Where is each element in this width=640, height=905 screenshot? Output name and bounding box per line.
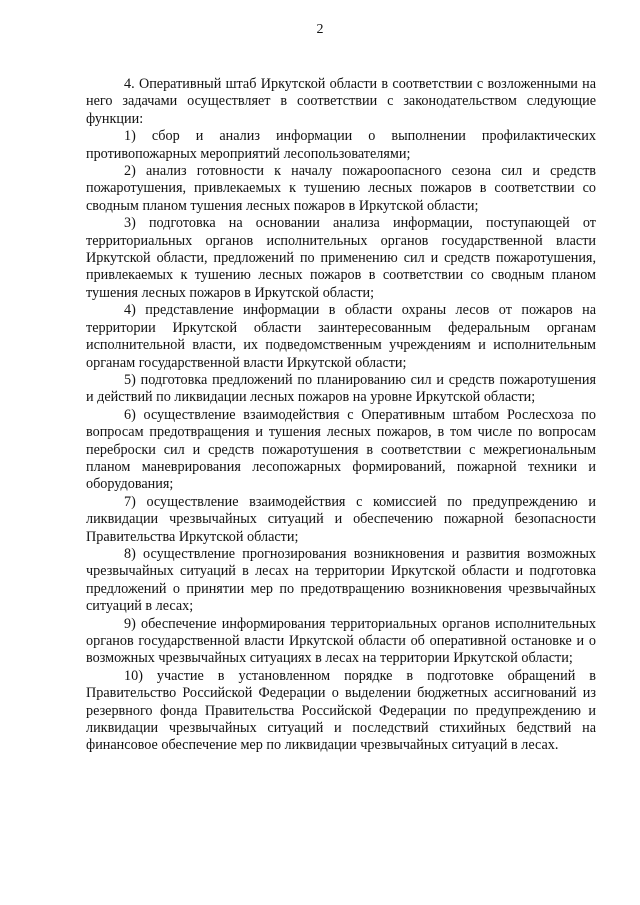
paragraph-function-1: 1) сбор и анализ информации о выполнении профилактических противопожарных мероприятий лесопользователями; (86, 128, 596, 162)
page-number: 2 (316, 22, 324, 37)
document-body (86, 76, 596, 755)
paragraph-function-2: 2) анализ готовности к началу пожароопасного сезона сил и средств пожаротушения, привлекаемых к тушению лесных пожаров в соответствии со сводным планом тушения лесных пожаров в Иркутской области; (86, 163, 596, 214)
paragraph-function-9: 9) обеспечение информирования территориальных органов исполнительных органов государственной власти Иркутской области об оперативной остановке и о возможных чрезвычайных ситуациях в лесах на территории Иркутской области; (86, 615, 596, 667)
paragraph-item-4-intro: 4. Оперативный штаб Иркутской области в соответствии с возложенными на него задачами осуществляет в соответствии с законодательством следующие функции: (86, 76, 596, 127)
paragraph-function-4: 4) представление информации в области охраны лесов от пожаров на территории Иркутской области заинтересованным федеральным органам исполнительной власти, их подведомственным учреждениям и исполнительным органам государственной власти Иркутской области; (86, 302, 596, 371)
paragraph-function-10: 10) участие в установленном порядке в подготовке обращений в Правительство Российской Федерации о выделении бюджетных ассигнований из резервного фонда Правительства Российской Федерации по предупреждению и ликвидации чрезвычайных ситуаций и последствий стихийных бедствий на финансовое обеспечение мер по ликвидации чрезвычайных ситуаций в лесах. (86, 667, 596, 754)
paragraph-function-3: 3) подготовка на основании анализа информации, поступающей от территориальных органов исполнительных органов государственной власти Иркутской области, предложений по применению сил и средств пожаротушения, привлекаемых к тушению лесных пожаров в соответствии со сводным планом тушения лесных пожаров в Иркутской области; (86, 215, 596, 301)
paragraph-function-6: 6) осуществление взаимодействия с Оперативным штабом Рослесхоза по вопросам предотвращения и тушения лесных пожаров, в том числе по вопросам переброски сил и средств пожаротушения в соответствии с межрегиональным планом маневрирования лесопожарных формирований, пожарной техники и оборудования; (86, 406, 596, 493)
paragraph-function-7: 7) осуществление взаимодействия с комиссией по предупреждению и ликвидации чрезвычайных ситуаций и обеспечению пожарной безопасности Правительства Иркутской области; (86, 493, 596, 545)
paragraph-function-8: 8) осуществление прогнозирования возникновения и развития возможных чрезвычайных ситуаций в лесах на территории Иркутской области и подготовка предложений о принятии мер по предотвращению возникновения чрезвычайных ситуаций в лесах; (86, 545, 596, 615)
paragraph-function-5: 5) подготовка предложений по планированию сил и средств пожаротушения и действий по ликвидации лесных пожаров на уровне Иркутской области; (86, 371, 596, 406)
